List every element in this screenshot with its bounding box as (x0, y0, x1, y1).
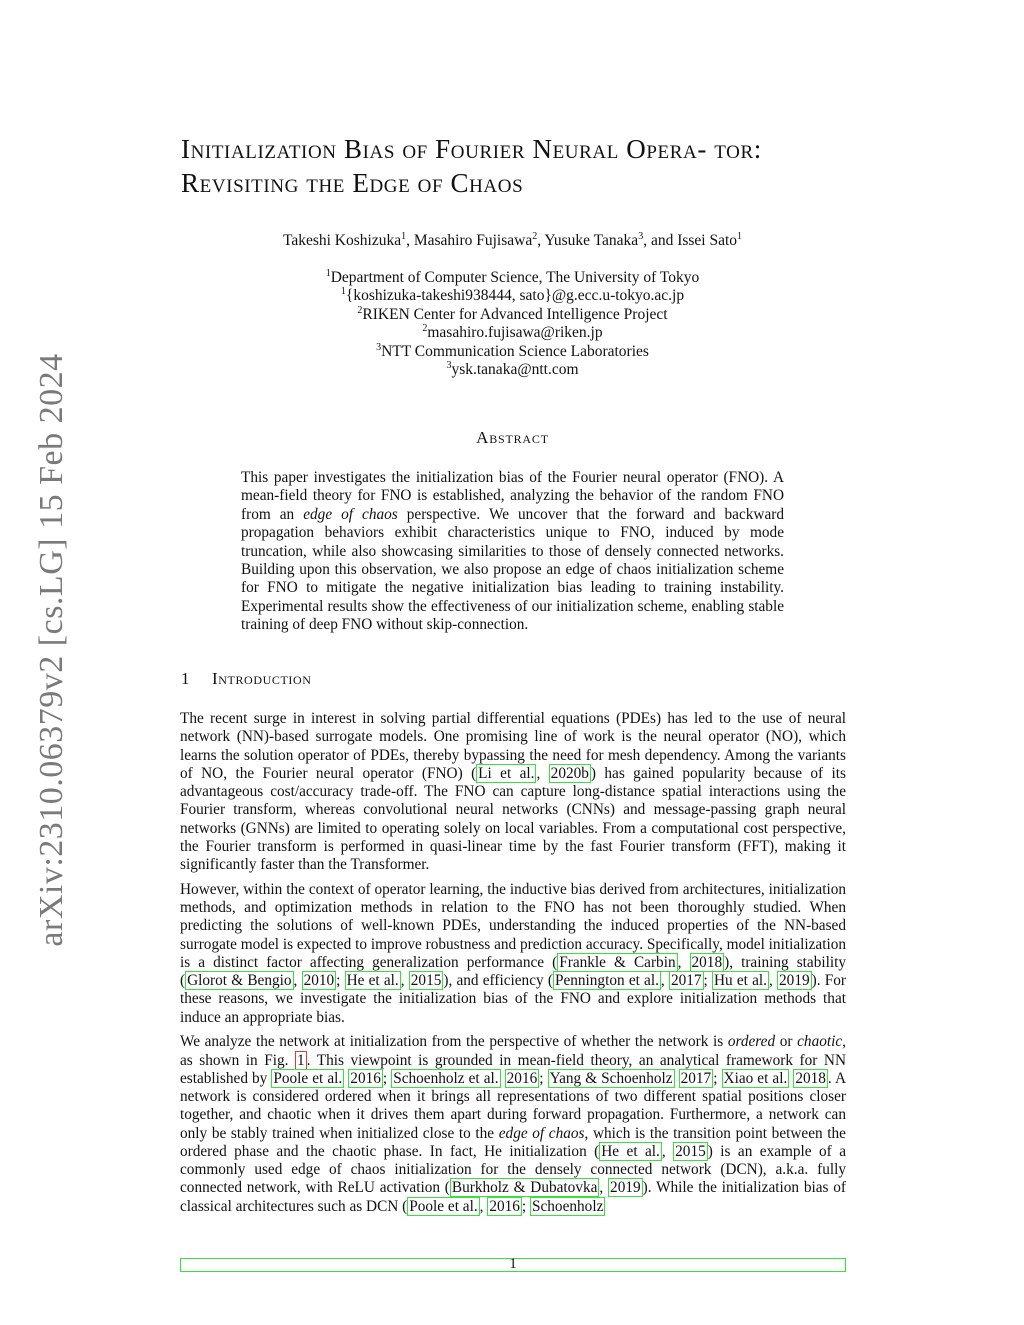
citation-link[interactable]: Glorot & Bengio (187, 972, 292, 989)
citation-link[interactable]: He et al. (346, 972, 399, 989)
affiliation-text: NTT Communication Science Laboratories (381, 342, 649, 360)
abstract-heading: Abstract (476, 428, 549, 447)
citation-link[interactable]: Frankle & Carbin (559, 953, 676, 971)
emphasis: ordered (727, 1033, 776, 1051)
author-name: and Issei Sato (650, 232, 738, 249)
citation-link[interactable]: Burkholz & Dubatovka (451, 1179, 598, 1197)
paragraph-text: , as shown in Fig. (180, 1033, 846, 1069)
affil-mark: 2 (422, 323, 428, 335)
citation-link[interactable]: 2010 (303, 972, 335, 989)
paragraph-text: ), training stability ( (180, 953, 846, 989)
author-name: Yusuke Tanaka (544, 232, 639, 249)
affil-mark: 2 (357, 304, 363, 316)
affiliation-list (180, 269, 845, 379)
emphasis: chaotic (797, 1033, 843, 1051)
citation-link[interactable]: Schoenholz (531, 1197, 604, 1215)
affiliation-line (180, 324, 845, 342)
abstract-emphasis: edge of chaos (303, 505, 398, 523)
affil-mark: 1 (325, 267, 331, 279)
paragraph-text: The recent surge in interest in solving partial differential equations (PDEs) has led to the use of neural network (NN)-based surrogate models. One promising line of work is the neural operator (NO), which learns the solution operator of PDEs, thereby bypassing the need for mesh dependency. Among the variants of NO, the Fourier neural operator (FNO) ( (180, 710, 846, 782)
citation-link[interactable]: Pennington et al. (554, 972, 659, 989)
author-list: Takeshi Koshizuka$^1$, Masahiro Fujisawa$^2$, Yusuke Tanaka$^3$, and Issei Sato$^1$ (282, 230, 743, 249)
paragraph-text: However, within the context of operator learning, the inductive bias derived from architectures, initialization methods, and optimization methods in relation to the FNO has not been thoroughly studied. When predicting the solutions of well-known PDEs, understanding the induced properties of the NN-based surrogate model is expected to improve robustness and prediction accuracy. Specifically, model initialization is a distinct factor affecting generalization performance ( (180, 880, 846, 971)
affiliation-line (180, 361, 845, 379)
abstract-body (241, 469, 784, 635)
section-heading (181, 669, 846, 689)
citation-link[interactable]: 2019 (779, 972, 810, 989)
affiliation-email: masahiro.fujisawa@riken.jp (427, 324, 603, 342)
affiliation-line (180, 287, 845, 305)
affiliation-line (180, 306, 845, 324)
affil-mark: 2 (532, 230, 538, 242)
paragraph-text: . A network is considered ordered when it brings all representations of two different spatial positions closer together, and chaotic when it drives them apart during forward propagation. Furthermore, a network can only be stably trained when initialized close to the (180, 1069, 847, 1142)
page-number: 1 (509, 1256, 517, 1272)
affil-mark: 3 (446, 359, 452, 371)
affiliation-line (180, 343, 845, 361)
affil-mark: 1 (340, 286, 346, 298)
citation-link[interactable]: 2016 (489, 1197, 520, 1215)
affiliation-email: {koshizuka-takeshi938444, sato}@g.ecc.u-tokyo.ac.jp (345, 287, 685, 305)
citation-link[interactable]: 2018 (691, 953, 723, 971)
author-name: Takeshi Koshizuka (282, 232, 402, 249)
figure-link[interactable]: 1 (296, 1051, 305, 1069)
affil-mark: 1 (737, 230, 743, 242)
paragraph-text: ). For these reasons, we investigate the initialization bias of the FNO and explore initialization methods that induce an appropriate bias. (180, 972, 846, 1026)
affil-mark: 1 (401, 230, 407, 242)
citation-link[interactable]: He et al. (601, 1142, 660, 1160)
citation-link[interactable]: Poole et al. (409, 1197, 478, 1215)
citation-link[interactable]: Xiao et al. (723, 1069, 788, 1087)
author-name: Masahiro Fujisawa (413, 232, 533, 249)
paragraph-text: ). While the initialization bias of classical architectures such as DCN ( (180, 1179, 846, 1215)
affil-mark: 3 (638, 230, 644, 242)
citation-link[interactable]: 2019 (610, 1179, 641, 1197)
section-number: 1 (181, 669, 191, 688)
citation-link[interactable]: 2015 (410, 972, 442, 989)
citation-link[interactable]: 2016 (350, 1069, 381, 1087)
paragraph-text: or (775, 1033, 798, 1051)
emphasis: edge of chaos (498, 1124, 585, 1142)
paragraph-text: , which is the transition point between the ordered phase and the chaotic phase. In fact, He initialization ( (180, 1124, 846, 1160)
citation-link[interactable]: 2018 (795, 1069, 826, 1087)
paragraph-text: ), and efficiency ( (443, 972, 553, 989)
citation-link[interactable]: Poole et al. (273, 1069, 343, 1087)
paragraph-text: . This viewpoint is grounded in mean-field theory, an analytical framework for NN established by (180, 1051, 846, 1087)
abstract-text: perspective. We uncover that the forward and backward propagation behaviors exhibit characteristics unique to FNO, induced by mode truncation, while also showcasing similarities to those of densely connected networks. Building upon this observation, we also propose an edge of chaos initialization scheme for FNO to mitigate the negative initialization bias leading to training instability. Experimental results show the effectiveness of our initialization scheme, enabling stable training of deep FNO without skip-connection. (241, 505, 784, 634)
paragraph-text: ) is an example of a commonly used edge of chaos initialization for the densely connected network (DCN), a.k.a. fully connected network, with ReLU activation ( (180, 1142, 847, 1197)
citation-link[interactable]: 2016 (506, 1069, 538, 1087)
paper-title: Initialization Bias of Fourier Neural Opera- tor: Revisiting the Edge of Chaos (181, 134, 762, 198)
citation-link[interactable]: Yang & Schoenholz (549, 1069, 673, 1087)
citation-link[interactable]: 2015 (675, 1142, 706, 1160)
paragraph: However, within the context of operator learning, the inductive bias derived from architectures, initialization methods, and optimization methods in relation to the FNO has not been thoroughly studied. When predicting the solutions of well-known PDEs, understanding the induced properties of the NN-based surrogate model is expected to improve robustness and prediction accuracy. Specifically, model initialization is a distinct factor affecting generalization performance ( Frankle & Carbin , 2018 ), training stability ( Glorot & Bengio , 2010 ; He et al. , 2015 ), and efficiency ( Pennington et al. , 2017 ; Hu et al. , 2019 ). For these reasons, we investigate the initialization bias of the FNO and explore initialization methods that induce an appropriate bias. (180, 880, 846, 1026)
paragraph: We analyze the network at initialization from the perspective of whether the network is ordered or chaotic, as shown in Fig. 1 . This viewpoint is grounded in mean-field theory, an analytical framework for NN established by Poole et al. 2016 ; Schoenholz et al. 2016 ; Yang & Schoenholz 2017 ; Xiao et al. 2018 . A network is considered ordered when it brings all representations of two different spatial positions closer together, and chaotic when it drives them apart during forward propagation. Furthermore, a network can only be stably trained when initialized close to the edge of chaos, which is the transition point between the ordered phase and the chaotic phase. In fact, He initialization ( He et al. , 2015 ) is an example of a commonly used edge of chaos initialization for the densely connected network (DCN), a.k.a. fully connected network, with ReLU activation ( Burkholz & Dubatovka , 2019 ). While the initialization bias of classical architectures such as DCN ( Poole et al. , 2016 ; Schoenholz (180, 1033, 847, 1215)
citation-link[interactable]: Schoenholz et al. (393, 1069, 499, 1087)
introduction-body (180, 710, 846, 1222)
citation-link[interactable]: 2020b (550, 764, 589, 782)
arxiv-identifier: arXiv:2310.06379v2 [cs.LG] 15 Feb 2024 (33, 353, 70, 947)
abstract-text: This paper investigates the initialization bias of the Fourier neural operator (FNO). A mean-field theory for FNO is established, analyzing the behavior of the random FNO from an (241, 469, 784, 523)
paragraph-text: We analyze the network at initialization from the perspective of whether the network is (180, 1033, 728, 1051)
affiliation-line (180, 269, 845, 287)
citation-link[interactable]: Hu et al. (714, 972, 767, 989)
paragraph-text: ) has gained popularity because of its advantageous cost/accuracy trade-off. The FNO can capture long-distance spatial interactions using the Fourier transform, whereas convolutional neural networks (CNNs) and message-passing graph neural networks (GNNs) are limited to operating solely on local variables. From a computational cost perspective, the Fourier transform is performed in quasi-linear time by the fast Fourier transform (FFT), making it significantly faster than the Transformer. (180, 764, 846, 873)
affiliation-email: ysk.tanaka@ntt.com (451, 361, 579, 379)
affil-mark: 3 (376, 341, 382, 353)
affiliation-text: RIKEN Center for Advanced Intelligence Project (362, 305, 668, 323)
citation-link[interactable]: Li et al. (478, 764, 535, 782)
paragraph: The recent surge in interest in solving partial differential equations (PDEs) has led to the use of neural network (NN)-based surrogate models. One promising line of work is the neural operator (NO), which learns the solution operator of PDEs, thereby bypassing the need for mesh dependency. Among the variants of NO, the Fourier neural operator (FNO) ( Li et al. , 2020b ) has gained popularity because of its advantageous cost/accuracy trade-off. The FNO can capture long-distance spatial interactions using the Fourier transform, whereas convolutional neural networks (CNNs) and message-passing graph neural networks (GNNs) are limited to operating solely on local variables. From a computational cost perspective, the Fourier transform is performed in quasi-linear time by the fast Fourier transform (FFT), making it significantly faster than the Transformer. (180, 710, 846, 873)
citation-link[interactable]: 2017 (680, 1069, 712, 1087)
citation-link[interactable]: 2017 (670, 972, 702, 989)
affiliation-text: Department of Computer Science, The University of Tokyo (330, 269, 700, 286)
section-title: Introduction (212, 669, 312, 688)
